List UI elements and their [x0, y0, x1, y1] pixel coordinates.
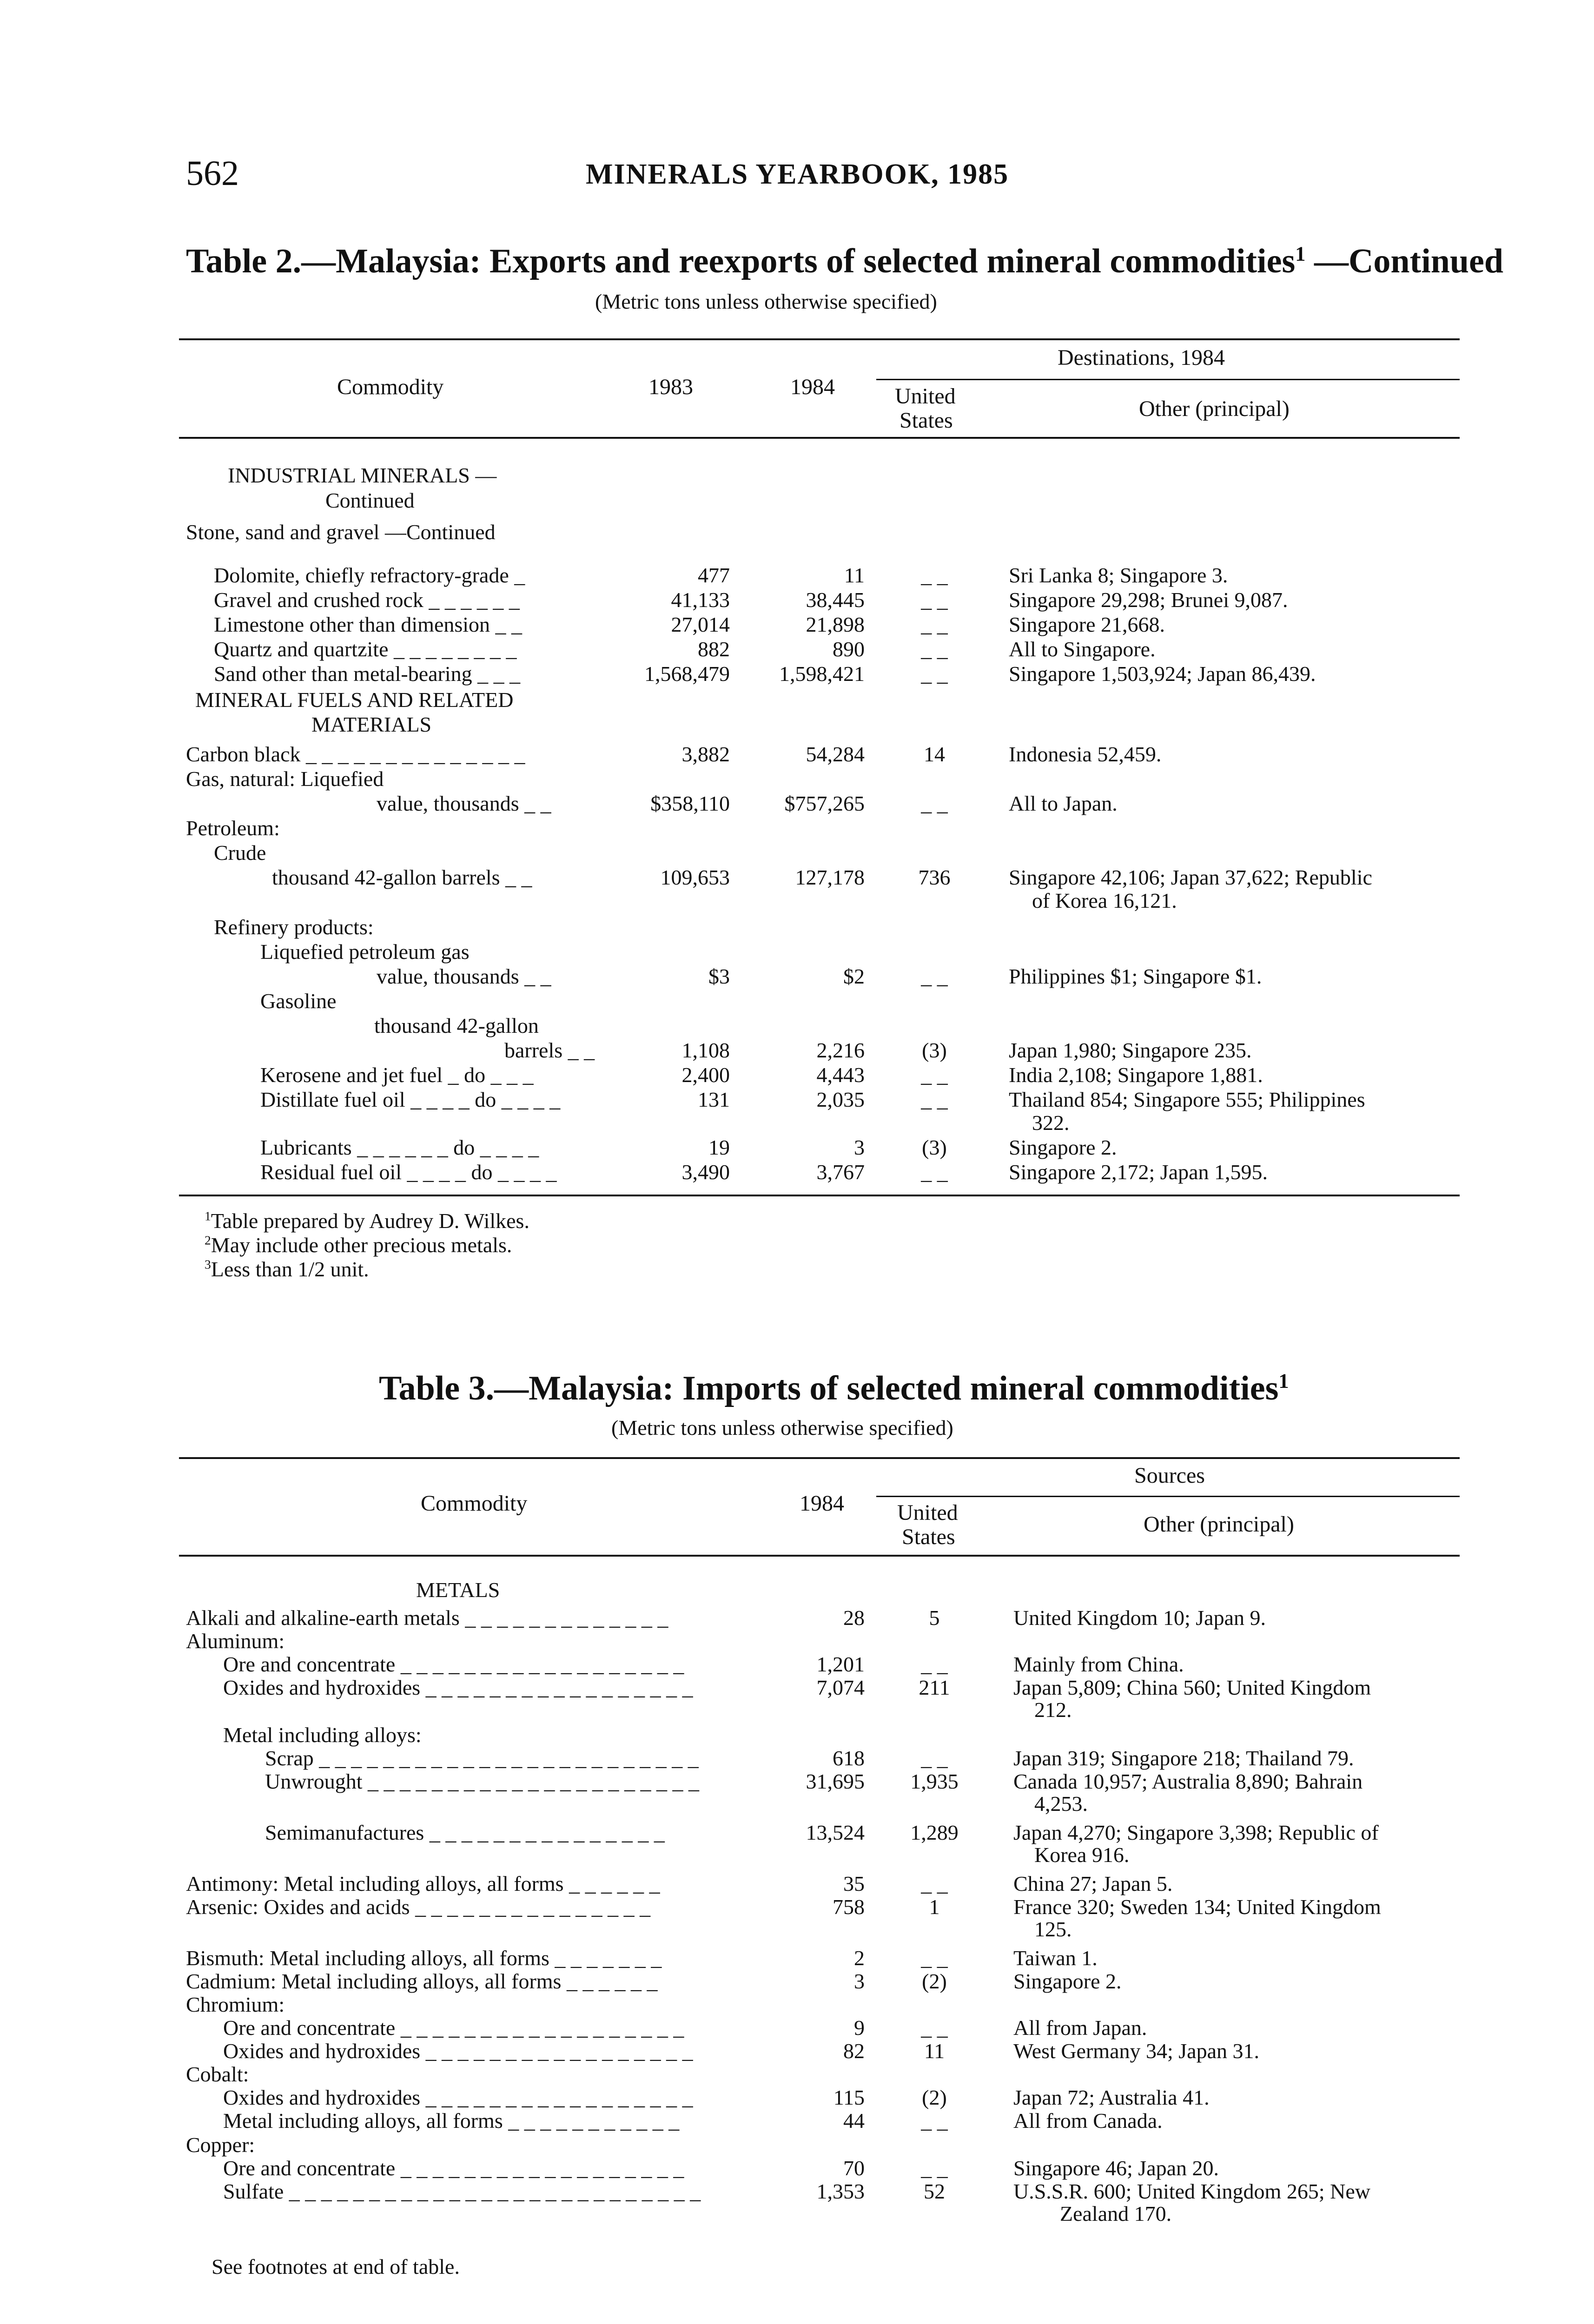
row-label: Arsenic: Oxides and acids _ _ _ _ _ _ _ _ _ _ _ _ _ _ _	[186, 1895, 651, 1919]
cell-us: _ _	[921, 1063, 948, 1087]
cell-other: Singapore 21,668.	[1009, 613, 1165, 636]
table3-metal-incl-label: Metal including alloys:	[223, 1723, 422, 1747]
cell-1983: 3,882	[681, 742, 730, 766]
table3-title	[379, 1369, 1289, 1408]
cell-1983: 1,108	[681, 1038, 730, 1062]
table2-header-destinations: Destinations, 1984	[1058, 345, 1225, 370]
footnote-text: May include other precious metals.	[211, 1233, 512, 1257]
cell-1984: $2	[843, 964, 865, 988]
cell-us: _ _	[921, 662, 948, 686]
cell-1984: $757,265	[784, 792, 865, 815]
table3-subtitle: (Metric tons unless otherwise specified)	[611, 1416, 953, 1439]
cell-other: Singapore 46; Japan 20.	[1013, 2156, 1219, 2180]
footnote-mark: 3	[205, 1257, 211, 1272]
cell-1984: 3	[854, 1969, 865, 1993]
cell-us: _ _	[921, 2016, 948, 2040]
table2-header-1984: 1984	[790, 375, 835, 399]
footnote-text: Table prepared by Audrey D. Wilkes.	[211, 1209, 529, 1233]
table3-header-rule	[179, 1555, 1460, 1557]
cell-other: All to Japan.	[1009, 792, 1118, 815]
table2-title-text: Table 2.—Malaysia: Exports and reexports of selected mineral commodities	[186, 242, 1296, 280]
table2-section-fuels: MINERAL FUELS AND RELATED	[195, 688, 514, 712]
row-label: Ore and concentrate _ _ _ _ _ _ _ _ _ _ _ _ _ _ _ _ _ _	[223, 2016, 684, 2040]
row-label: Limestone other than dimension _ _	[214, 613, 523, 636]
table3-header-sources: Sources	[1134, 1463, 1205, 1488]
row-label: value, thousands _ _	[377, 964, 551, 988]
table3-header-us-2: States	[902, 1525, 955, 1549]
cell-1983: 1,568,479	[644, 662, 730, 686]
table2-footnote-3	[205, 1257, 369, 1281]
table2-petroleum-label: Petroleum:	[186, 816, 280, 840]
cell-us: (3)	[922, 1136, 947, 1159]
cell-other: Japan 1,980; Singapore 235.	[1009, 1038, 1252, 1062]
table2-footnote-2	[205, 1233, 512, 1257]
cell-us: _ _	[921, 1746, 948, 1770]
cell-us: 1	[929, 1895, 940, 1919]
cell-other: Singapore 2,172; Japan 1,595.	[1009, 1160, 1268, 1184]
table2-subtitle: (Metric tons unless otherwise specified)	[595, 290, 937, 313]
table3-copper-label: Copper:	[186, 2133, 255, 2157]
cell-us: _ _	[921, 1652, 948, 1676]
row-label: Oxides and hydroxides _ _ _ _ _ _ _ _ _ _ _ _ _ _ _ _ _	[223, 1676, 693, 1699]
cell-us: _ _	[921, 637, 948, 661]
table2-header-1983: 1983	[648, 375, 693, 399]
cell-us: 211	[919, 1676, 950, 1699]
cell-1983: $3	[708, 964, 730, 988]
cell-1984: 11	[844, 563, 865, 587]
cell-1983: 27,014	[671, 613, 730, 636]
table2-crude-label: Crude	[214, 841, 266, 865]
cell-us: 52	[924, 2179, 945, 2203]
cell-1984: 31,695	[806, 1769, 865, 1793]
row-label: Antimony: Metal including alloys, all forms _ _ _ _ _ _	[186, 1872, 660, 1895]
table3-header-commodity: Commodity	[421, 1491, 528, 1516]
cell-us: _ _	[921, 588, 948, 612]
table2-title-footnote-mark: 1	[1295, 242, 1306, 265]
row-label: Cadmium: Metal including alloys, all forms _ _ _ _ _ _	[186, 1969, 658, 1993]
cell-1983: 19	[708, 1136, 730, 1159]
cell-us: 1,289	[910, 1821, 959, 1844]
cell-1984: 35	[843, 1872, 865, 1895]
cell-other: Indonesia 52,459.	[1009, 742, 1162, 766]
cell-1984: 2,035	[816, 1088, 865, 1111]
table3-top-rule	[179, 1457, 1460, 1459]
cell-us: (2)	[922, 2086, 947, 2109]
cell-other: Taiwan 1.	[1013, 1946, 1098, 1970]
table3-title-footnote-mark: 1	[1278, 1369, 1289, 1393]
cell-other: Japan 5,809; China 560; United Kingdom	[1013, 1676, 1371, 1699]
row-label: Oxides and hydroxides _ _ _ _ _ _ _ _ _ _ _ _ _ _ _ _ _	[223, 2039, 693, 2063]
cell-1983: 131	[698, 1088, 730, 1111]
table2-gasoline-unit: thousand 42-gallon	[374, 1014, 539, 1037]
cell-us: 1,935	[910, 1769, 959, 1793]
cell-1983: 41,133	[671, 588, 730, 612]
table2-subsection-stone: Stone, sand and gravel —Continued	[186, 520, 496, 544]
row-label: Ore and concentrate _ _ _ _ _ _ _ _ _ _ _ _ _ _ _ _ _ _	[223, 1652, 684, 1676]
cell-us: (3)	[922, 1038, 947, 1062]
cell-other: India 2,108; Singapore 1,881.	[1009, 1063, 1263, 1087]
table2-header-us-1: United	[895, 384, 956, 409]
cell-1984: 28	[843, 1606, 865, 1630]
cell-us: _ _	[921, 1872, 948, 1895]
table2-header-us-2: States	[900, 408, 953, 433]
cell-1983: 477	[698, 563, 730, 587]
cell-1984: 1,598,421	[779, 662, 865, 686]
row-label: Kerosene and jet fuel _ do _ _ _	[260, 1063, 534, 1087]
cell-other-cont: 322.	[1032, 1111, 1070, 1135]
cell-us: 736	[918, 865, 951, 889]
cell-other: Japan 4,270; Singapore 3,398; Republic of	[1013, 1821, 1379, 1844]
cell-other-cont: 212.	[1034, 1698, 1072, 1722]
cell-1984: 890	[833, 637, 865, 661]
table2-section-industrial-cont: Continued	[325, 489, 415, 512]
row-label: Sand other than metal-bearing _ _ _	[214, 662, 521, 686]
row-label: Gravel and crushed rock _ _ _ _ _ _	[214, 588, 520, 612]
row-label: value, thousands _ _	[377, 792, 551, 815]
row-label: Bismuth: Metal including alloys, all forms _ _ _ _ _ _ _	[186, 1946, 662, 1970]
cell-other: France 320; Sweden 134; United Kingdom	[1013, 1895, 1381, 1919]
cell-1984: 3,767	[816, 1160, 865, 1184]
table2-dest-rule	[876, 379, 1460, 380]
cell-1984: 54,284	[806, 742, 865, 766]
table2-section-fuels-cont: MATERIALS	[311, 713, 432, 736]
cell-us: _ _	[921, 613, 948, 636]
cell-other: Singapore 2.	[1013, 1969, 1122, 1993]
table2-title	[186, 242, 1503, 281]
cell-us: _ _	[921, 1160, 948, 1184]
cell-1984: 758	[833, 1895, 865, 1919]
cell-1983: 109,653	[660, 865, 730, 889]
cell-us: _ _	[921, 2109, 948, 2133]
cell-1984: 618	[833, 1746, 865, 1770]
cell-1983: 3,490	[681, 1160, 730, 1184]
cell-us: _ _	[921, 792, 948, 815]
cell-1984: 13,524	[806, 1821, 865, 1844]
table2-gasoline-label: Gasoline	[260, 989, 337, 1013]
cell-other: Singapore 42,106; Japan 37,622; Republic	[1009, 865, 1372, 889]
cell-1984: 70	[843, 2156, 865, 2180]
cell-us: _ _	[921, 2156, 948, 2180]
cell-1984: 82	[843, 2039, 865, 2063]
row-label: Scrap _ _ _ _ _ _ _ _ _ _ _ _ _ _ _ _ _ _ _ _ _ _ _ _	[265, 1746, 699, 1770]
table2-top-rule	[179, 338, 1460, 340]
cell-1983: 882	[698, 637, 730, 661]
row-label: barrels _ _	[504, 1038, 595, 1062]
cell-us: _ _	[921, 964, 948, 988]
cell-1984: 9	[854, 2016, 865, 2040]
footnote-text: Less than 1/2 unit.	[211, 1257, 369, 1281]
cell-1984: 21,898	[806, 613, 865, 636]
cell-other: Thailand 854; Singapore 555; Philippines	[1009, 1088, 1365, 1111]
cell-1984: 7,074	[816, 1676, 865, 1699]
cell-1984: 38,445	[806, 588, 865, 612]
row-label: Lubricants _ _ _ _ _ _ do _ _ _ _	[260, 1136, 539, 1159]
cell-1984: 2,216	[816, 1038, 865, 1062]
cell-1983: 2,400	[681, 1063, 730, 1087]
cell-other: Japan 319; Singapore 218; Thailand 79.	[1013, 1746, 1354, 1770]
row-label: Ore and concentrate _ _ _ _ _ _ _ _ _ _ _ _ _ _ _ _ _ _	[223, 2156, 684, 2180]
row-label: thousand 42-gallon barrels _ _	[272, 865, 532, 889]
row-label: Metal including alloys, all forms _ _ _ _ _ _ _ _ _ _ _	[223, 2109, 680, 2133]
cell-us: (2)	[922, 1969, 947, 1993]
footnote-mark: 2	[205, 1233, 211, 1248]
cell-other: Mainly from China.	[1013, 1652, 1184, 1676]
cell-us: _ _	[921, 1946, 948, 1970]
row-label: Quartz and quartzite _ _ _ _ _ _ _ _	[214, 637, 517, 661]
row-label: Sulfate _ _ _ _ _ _ _ _ _ _ _ _ _ _ _ _ _ _ _ _ _ _ _ _ _ _	[223, 2179, 701, 2203]
table3-cobalt-label: Cobalt:	[186, 2062, 249, 2086]
table3-title-text: Table 3.—Malaysia: Imports of selected mineral commodities	[379, 1369, 1279, 1407]
row-label: Residual fuel oil _ _ _ _ do _ _ _ _	[260, 1160, 557, 1184]
table3-header-us-1: United	[897, 1500, 958, 1525]
cell-1984: 4,443	[816, 1063, 865, 1087]
cell-other: Japan 72; Australia 41.	[1013, 2086, 1210, 2109]
table2-lpg-label: Liquefied petroleum gas	[260, 940, 470, 964]
row-label: Distillate fuel oil _ _ _ _ do _ _ _ _	[260, 1088, 561, 1111]
table2-header-other: Other (principal)	[1139, 396, 1290, 421]
cell-other: All from Canada.	[1013, 2109, 1163, 2133]
cell-other: West Germany 34; Japan 31.	[1013, 2039, 1259, 2063]
cell-us: _ _	[921, 1088, 948, 1111]
table3-see-footnotes: See footnotes at end of table.	[212, 2255, 460, 2278]
cell-other: Philippines $1; Singapore $1.	[1009, 964, 1262, 988]
cell-other-cont: 125.	[1034, 1917, 1072, 1941]
cell-other: Singapore 29,298; Brunei 9,087.	[1009, 588, 1288, 612]
table3-header-other: Other (principal)	[1144, 1512, 1294, 1537]
cell-1984: 3	[854, 1136, 865, 1159]
cell-other: Canada 10,957; Australia 8,890; Bahrain	[1013, 1769, 1363, 1793]
row-label: Semimanufactures _ _ _ _ _ _ _ _ _ _ _ _ _ _ _	[265, 1821, 665, 1844]
cell-us: 11	[924, 2039, 945, 2063]
row-label: Unwrought _ _ _ _ _ _ _ _ _ _ _ _ _ _ _ _ _ _ _ _ _	[265, 1769, 700, 1793]
row-label: Carbon black _ _ _ _ _ _ _ _ _ _ _ _ _ _	[186, 742, 525, 766]
cell-us: _ _	[921, 563, 948, 587]
cell-1984: 115	[833, 2086, 865, 2109]
table3-sources-rule	[876, 1496, 1460, 1497]
footnote-mark: 1	[205, 1208, 211, 1223]
cell-1984: 44	[843, 2109, 865, 2133]
table2-footnote-1	[205, 1208, 529, 1233]
row-label: Dolomite, chiefly refractory-grade _	[214, 563, 525, 587]
cell-1984: 127,178	[795, 865, 865, 889]
cell-other: Sri Lanka 8; Singapore 3.	[1009, 563, 1228, 587]
table3-section-metals: METALS	[416, 1578, 500, 1602]
page-number: 562	[186, 154, 239, 193]
table2-bottom-rule	[179, 1195, 1460, 1196]
cell-1984: 2	[854, 1946, 865, 1970]
table2-refinery-label: Refinery products:	[214, 915, 374, 939]
table2-gas-label: Gas, natural: Liquefied	[186, 767, 384, 791]
table2-header-commodity: Commodity	[337, 375, 444, 399]
running-title: MINERALS YEARBOOK, 1985	[586, 158, 1009, 190]
cell-other: Singapore 2.	[1009, 1136, 1117, 1159]
cell-other: All from Japan.	[1013, 2016, 1147, 2040]
cell-other-cont: Zealand 170.	[1060, 2202, 1172, 2225]
cell-us: 14	[924, 742, 945, 766]
table2-header-rule	[179, 437, 1460, 439]
cell-1984: 1,201	[816, 1652, 865, 1676]
table2-section-industrial: INDUSTRIAL MINERALS —	[228, 463, 497, 487]
cell-1983: $358,110	[650, 792, 730, 815]
cell-other-cont: of Korea 16,121.	[1032, 889, 1177, 912]
cell-other: Singapore 1,503,924; Japan 86,439.	[1009, 662, 1316, 686]
cell-other: United Kingdom 10; Japan 9.	[1013, 1606, 1266, 1630]
table2-title-suffix: —Continued	[1305, 242, 1504, 280]
table3-header-1984: 1984	[800, 1491, 844, 1516]
cell-other: All to Singapore.	[1009, 637, 1156, 661]
table3-aluminum-label: Aluminum:	[186, 1629, 285, 1653]
cell-us: 5	[929, 1606, 940, 1630]
cell-other-cont: Korea 916.	[1034, 1843, 1130, 1867]
row-label: Alkali and alkaline-earth metals _ _ _ _ _ _ _ _ _ _ _ _ _	[186, 1606, 668, 1630]
row-label: Oxides and hydroxides _ _ _ _ _ _ _ _ _ _ _ _ _ _ _ _ _	[223, 2086, 693, 2109]
cell-other: China 27; Japan 5.	[1013, 1872, 1173, 1895]
cell-1984: 1,353	[816, 2179, 865, 2203]
table3-chromium-label: Chromium:	[186, 1993, 285, 2016]
cell-other: U.S.S.R. 600; United Kingdom 265; New	[1013, 2179, 1370, 2203]
cell-other-cont: 4,253.	[1034, 1792, 1088, 1816]
